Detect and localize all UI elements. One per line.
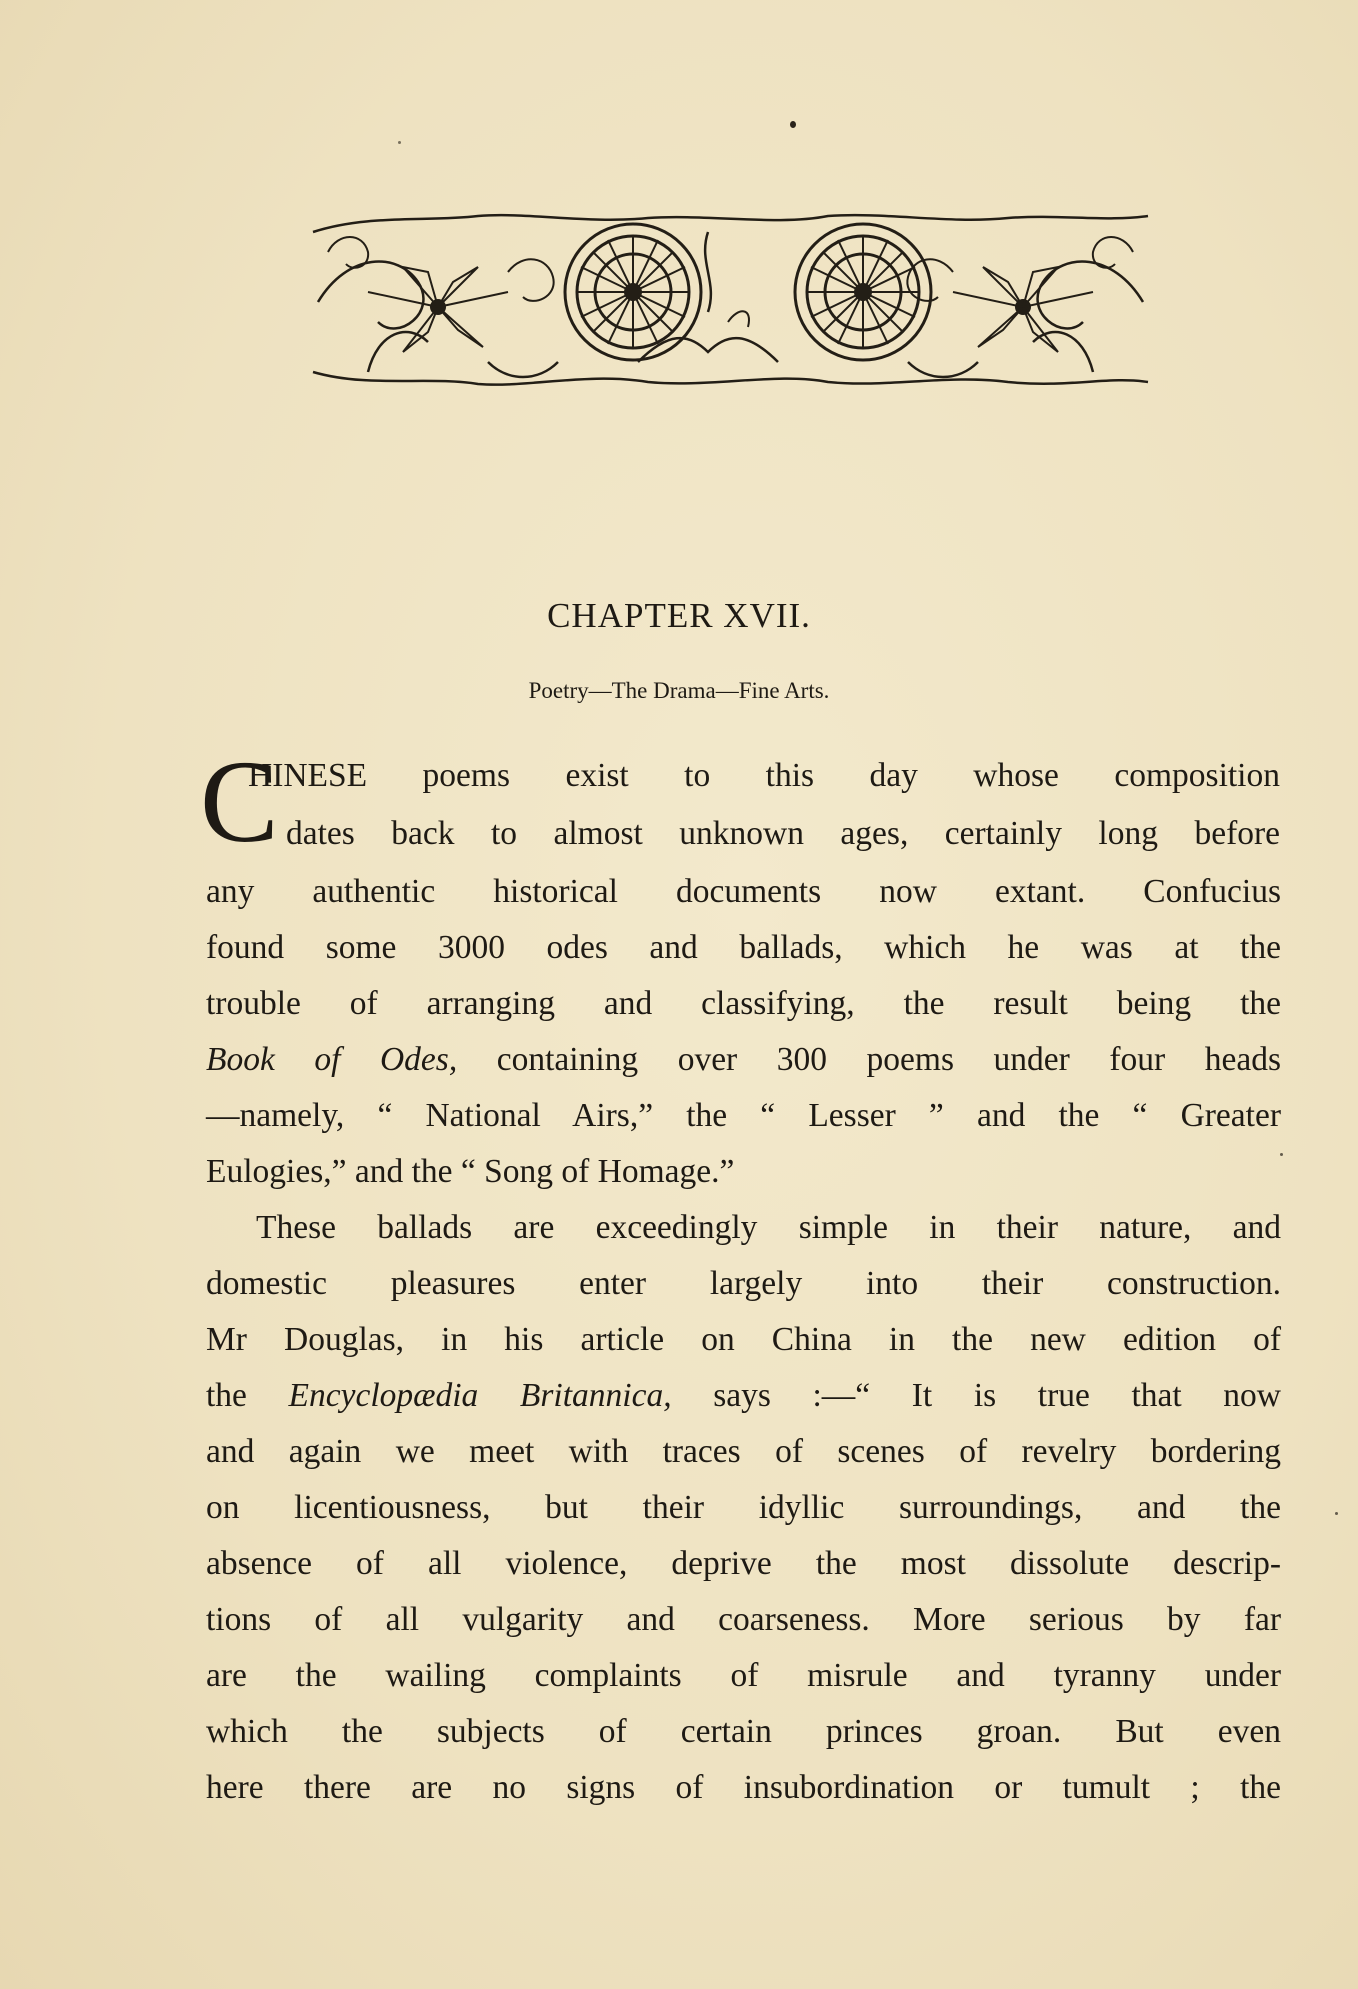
paragraph-line: any authentic historical documents now extant. Confucius — [206, 873, 1281, 910]
paragraph-line: absence of all violence, deprive the most dissolute descrip- — [206, 1545, 1281, 1582]
paragraph-line: found some 3000 odes and ballads, which he was at the — [206, 929, 1281, 966]
paragraph-line: tions of all vulgarity and coarseness. More serious by far — [206, 1601, 1281, 1638]
line-text: says :—“ It is true that now — [671, 1377, 1281, 1414]
chapter-title: CHAPTER XVII. — [547, 596, 811, 635]
line-text: the — [206, 1377, 289, 1414]
book-title-italic: Book of Odes, — [206, 1041, 458, 1078]
drop-cap-letter: C — [200, 736, 279, 867]
paragraph-line: here there are no signs of insubordination or tumult ; the — [206, 1769, 1281, 1806]
paragraph-line: which the subjects of certain princes groan. But even — [206, 1713, 1281, 1750]
ink-speck — [790, 121, 796, 128]
paragraph-line: Mr Douglas, in his article on China in the new edition of — [206, 1321, 1281, 1358]
ink-speck — [1335, 1512, 1338, 1515]
chapter-subtitle: Poetry—The Drama—Fine Arts. — [528, 678, 830, 703]
paragraph-line: HINESE poems exist to this day whose composition — [248, 757, 1280, 794]
floral-headpiece-ornament — [308, 212, 1153, 390]
paragraph-line: Eulogies,” and the “ Song of Homage.” — [206, 1153, 735, 1190]
paragraph-line: and again we meet with traces of scenes of revelry bordering — [206, 1433, 1281, 1470]
paragraph-line: dates back to almost unknown ages, certainly long before — [286, 815, 1280, 852]
paragraph-line: domestic pleasures enter largely into their construction. — [206, 1265, 1281, 1302]
paragraph-line — [206, 1032, 1281, 1088]
paragraph-line: trouble of arranging and classifying, the result being the — [206, 985, 1281, 1022]
paragraph-line: are the wailing complaints of misrule and tyranny under — [206, 1657, 1281, 1694]
line-text: containing over 300 poems under four heads — [457, 1041, 1281, 1078]
paragraph-line — [206, 1368, 1281, 1424]
book-title-italic: Encyclopædia Britannica, — [288, 1377, 672, 1414]
paragraph-line: These ballads are exceedingly simple in their nature, and — [256, 1209, 1281, 1246]
paragraph-line: —namely, “ National Airs,” the “ Lesser ” and the “ Greater — [206, 1097, 1281, 1134]
ink-speck — [398, 141, 401, 144]
paragraph-line: on licentiousness, but their idyllic surroundings, and the — [206, 1489, 1281, 1526]
paragraph-2 — [206, 1200, 1281, 1816]
paragraph-1 — [206, 864, 1281, 1200]
